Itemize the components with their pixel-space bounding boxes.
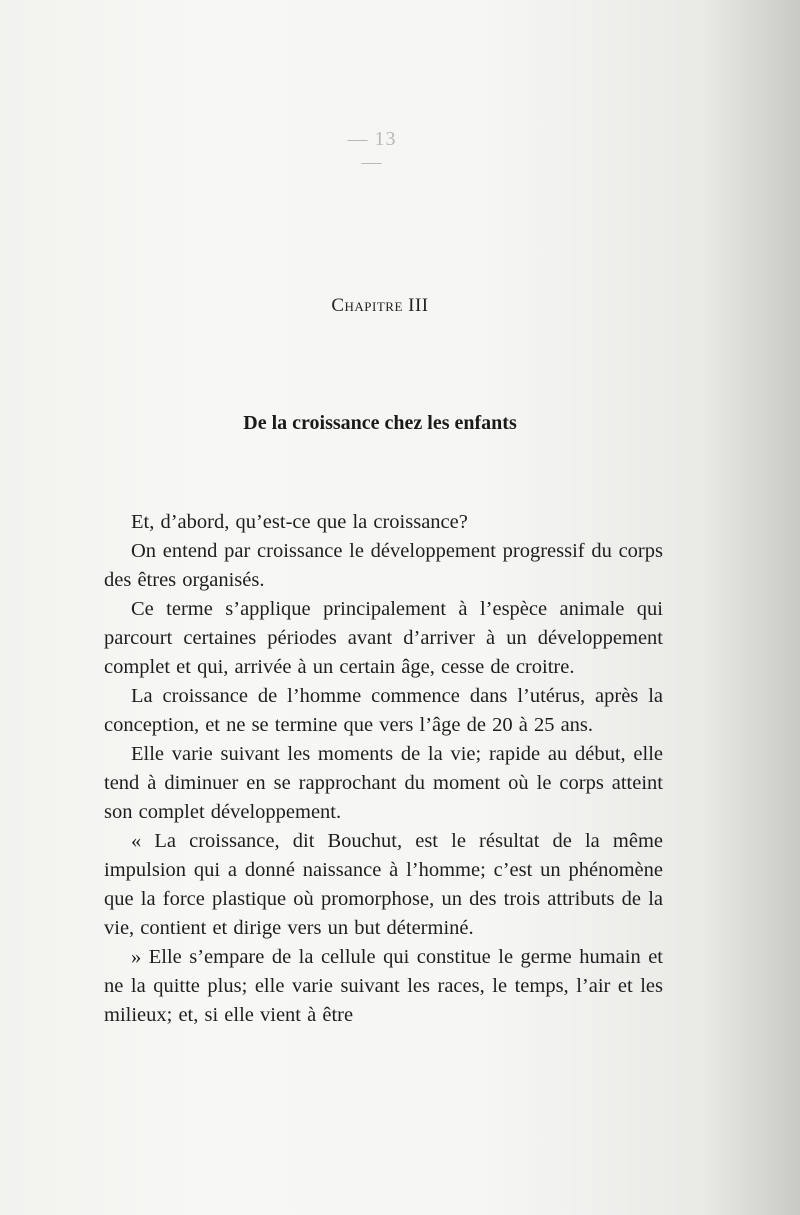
- chapter-label: Chapitre III: [331, 295, 429, 316]
- paragraph: La croissance de l’homme commence dans l’utérus, après la conception, et ne se termine que vers l’âge de 20 à 25 ans.: [104, 685, 663, 736]
- paragraph: Elle varie suivant les moments de la vie; rapide au début, elle tend à diminuer en se rapprochant du moment où le corps atteint son complet développement.: [104, 743, 663, 823]
- body-text: [104, 508, 663, 1030]
- paragraph: Ce terme s’applique principalement à l’espèce animale qui parcourt certaines périodes avant d’arriver à un développement complet et qui, arrivée à un certain âge, cesse de croitre.: [104, 598, 663, 678]
- chapter-title: De la croissance chez les enfants: [243, 412, 517, 434]
- paragraph: » Elle s’empare de la cellule qui constitue le germe humain et ne la quitte plus; elle varie suivant les races, le temps, l’air et les milieux; et, si elle vient à être: [104, 946, 663, 1026]
- paragraph: « La croissance, dit Bouchut, est le résultat de la même impulsion qui a donné naissance à l’homme; c’est un phénomène que la force plastique où promorphose, un des trois attributs de la vie, contient et dirige vers un but déterminé.: [104, 830, 663, 939]
- paragraph: On entend par croissance le développement progressif du corps des êtres organisés.: [104, 540, 663, 591]
- page-number: — 13 —: [347, 128, 397, 173]
- paragraph: Et, d’abord, qu’est-ce que la croissance?: [131, 511, 468, 533]
